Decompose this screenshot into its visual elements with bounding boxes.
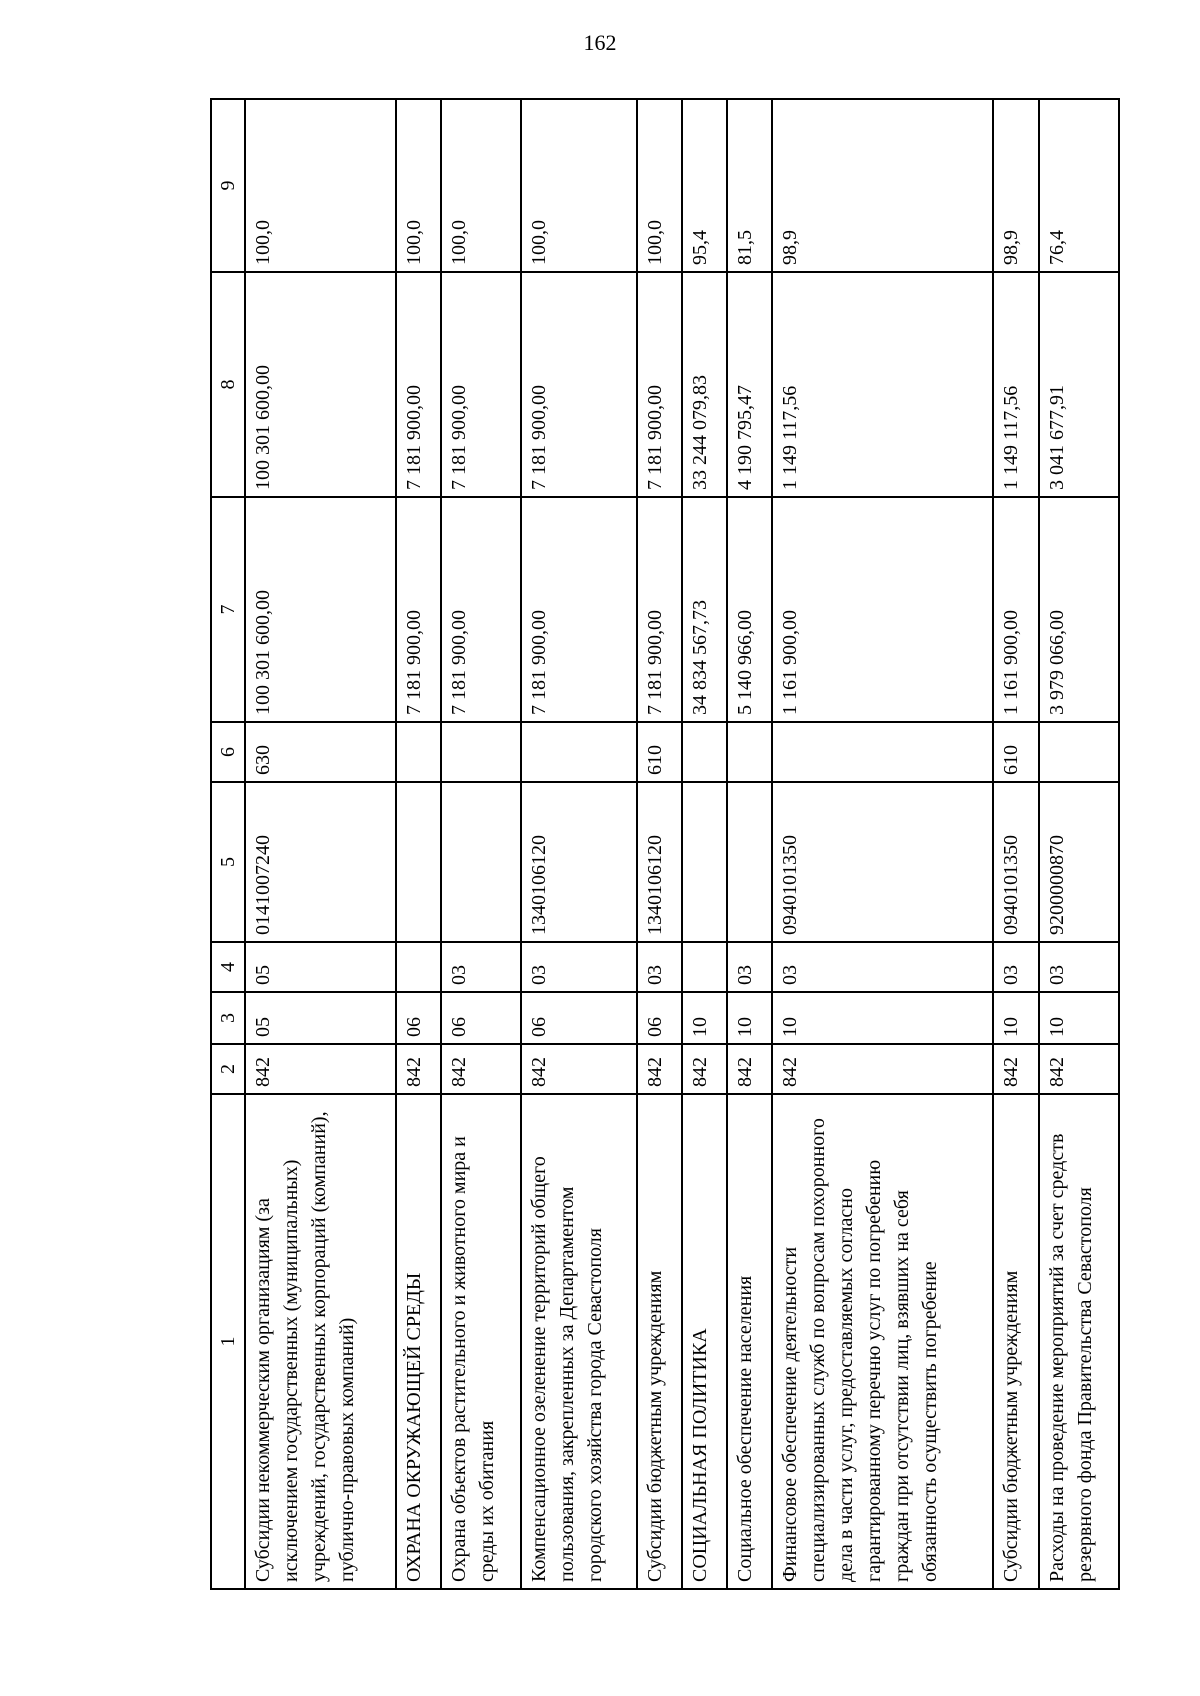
table-cell: 81,5 bbox=[727, 99, 772, 272]
table-cell: Компенсационное озеленение территорий общего пользования, закрепленных за Департаментом городского хозяйства города Севастополя bbox=[521, 1094, 637, 1589]
table-cell: Социальное обеспечение населения bbox=[727, 1094, 772, 1589]
table-cell: 1 161 900,00 bbox=[772, 497, 993, 722]
table-cell: 3 041 677,91 bbox=[1039, 272, 1119, 497]
table-cell: 06 bbox=[396, 992, 441, 1044]
column-header: 7 bbox=[211, 497, 245, 722]
table-cell: 05 bbox=[245, 942, 396, 992]
table-cell: 4 190 795,47 bbox=[727, 272, 772, 497]
table-cell: 100,0 bbox=[441, 99, 521, 272]
table-cell: 95,4 bbox=[682, 99, 727, 272]
table-cell: 1 161 900,00 bbox=[993, 497, 1038, 722]
table-cell bbox=[682, 782, 727, 942]
table-cell: 842 bbox=[727, 1044, 772, 1094]
table-cell bbox=[396, 942, 441, 992]
table-cell: 100 301 600,00 bbox=[245, 497, 396, 722]
table-row bbox=[441, 99, 521, 1589]
table-cell bbox=[727, 782, 772, 942]
table-cell: 1 149 117,56 bbox=[993, 272, 1038, 497]
table-cell: 06 bbox=[637, 992, 682, 1044]
table-cell: 10 bbox=[993, 992, 1038, 1044]
table-row bbox=[521, 99, 637, 1589]
table-cell: 10 bbox=[682, 992, 727, 1044]
table-row bbox=[993, 99, 1038, 1589]
table-cell: 842 bbox=[521, 1044, 637, 1094]
table-cell: 03 bbox=[521, 942, 637, 992]
column-header: 6 bbox=[211, 722, 245, 782]
table-cell: 9200000870 bbox=[1039, 782, 1119, 942]
table-row bbox=[772, 99, 993, 1589]
table-cell: 0940101350 bbox=[772, 782, 993, 942]
table-cell: 10 bbox=[727, 992, 772, 1044]
rotated-table-wrapper bbox=[210, 100, 1120, 1590]
column-header: 1 bbox=[211, 1094, 245, 1589]
table-cell: Финансовое обеспечение деятельности специализированных служб по вопросам похоронного дела в части услуг, предоставляемых согласно гарантированному перечню услуг по погребению граждан при отсутствии лиц, взявших на себя обязанность осуществить погребение bbox=[772, 1094, 993, 1589]
table-cell bbox=[441, 722, 521, 782]
table-cell: Субсидии бюджетным учреждениям bbox=[993, 1094, 1038, 1589]
table-cell: 03 bbox=[637, 942, 682, 992]
table-cell: 7 181 900,00 bbox=[441, 497, 521, 722]
table-cell: 10 bbox=[772, 992, 993, 1044]
page-number: 162 bbox=[583, 30, 617, 55]
table-cell: 03 bbox=[1039, 942, 1119, 992]
table-cell: Субсидии бюджетным учреждениям bbox=[637, 1094, 682, 1589]
table-row bbox=[682, 99, 727, 1589]
table-cell: 98,9 bbox=[772, 99, 993, 272]
table-row bbox=[396, 99, 441, 1589]
table-cell: 1340106120 bbox=[637, 782, 682, 942]
table-cell: ОХРАНА ОКРУЖАЮЩЕЙ СРЕДЫ bbox=[396, 1094, 441, 1589]
column-header: 4 bbox=[211, 942, 245, 992]
table-cell: 7 181 900,00 bbox=[521, 497, 637, 722]
table-cell: 842 bbox=[772, 1044, 993, 1094]
table-cell: 842 bbox=[993, 1044, 1038, 1094]
table-cell: 610 bbox=[993, 722, 1038, 782]
table-row bbox=[727, 99, 772, 1589]
table-cell: 100,0 bbox=[396, 99, 441, 272]
table-cell: 842 bbox=[637, 1044, 682, 1094]
table-cell: 03 bbox=[993, 942, 1038, 992]
table-cell: 03 bbox=[727, 942, 772, 992]
table-cell: 10 bbox=[1039, 992, 1119, 1044]
table-cell: Охрана объектов растительного и животного мира и среды их обитания bbox=[441, 1094, 521, 1589]
table-cell: Субсидии некоммерческим организациям (за исключением государственных (муниципальных) учреждений, государственных корпораций (компаний), публично-правовых компаний) bbox=[245, 1094, 396, 1589]
table-cell: 06 bbox=[441, 992, 521, 1044]
table-cell: 0940101350 bbox=[993, 782, 1038, 942]
table-cell bbox=[772, 722, 993, 782]
column-header: 9 bbox=[211, 99, 245, 272]
table-cell: 842 bbox=[245, 1044, 396, 1094]
column-header: 2 bbox=[211, 1044, 245, 1094]
table-cell bbox=[1039, 722, 1119, 782]
table-cell: 100,0 bbox=[245, 99, 396, 272]
table-row bbox=[245, 99, 396, 1589]
table-cell: 7 181 900,00 bbox=[441, 272, 521, 497]
column-header: 5 bbox=[211, 782, 245, 942]
column-header: 3 bbox=[211, 992, 245, 1044]
table-cell: 34 834 567,73 bbox=[682, 497, 727, 722]
table-cell bbox=[682, 942, 727, 992]
table-cell: 610 bbox=[637, 722, 682, 782]
table-cell: 100 301 600,00 bbox=[245, 272, 396, 497]
table-cell: 5 140 966,00 bbox=[727, 497, 772, 722]
table-cell: 842 bbox=[682, 1044, 727, 1094]
budget-table bbox=[210, 98, 1120, 1590]
table-cell: 03 bbox=[772, 942, 993, 992]
table-cell: Расходы на проведение мероприятий за счет средств резервного фонда Правительства Севастополя bbox=[1039, 1094, 1119, 1589]
table-cell: СОЦИАЛЬНАЯ ПОЛИТИКА bbox=[682, 1094, 727, 1589]
table-cell: 842 bbox=[441, 1044, 521, 1094]
table-row bbox=[1039, 99, 1119, 1589]
table-cell: 842 bbox=[1039, 1044, 1119, 1094]
table-cell: 7 181 900,00 bbox=[396, 272, 441, 497]
table-cell: 7 181 900,00 bbox=[396, 497, 441, 722]
header-row bbox=[211, 99, 245, 1589]
table-cell bbox=[396, 782, 441, 942]
table-cell: 842 bbox=[396, 1044, 441, 1094]
column-header: 8 bbox=[211, 272, 245, 497]
table-cell: 1340106120 bbox=[521, 782, 637, 942]
table-cell: 76,4 bbox=[1039, 99, 1119, 272]
table-cell: 0141007240 bbox=[245, 782, 396, 942]
table-cell: 1 149 117,56 bbox=[772, 272, 993, 497]
table-row bbox=[637, 99, 682, 1589]
table-cell: 05 bbox=[245, 992, 396, 1044]
table-cell: 03 bbox=[441, 942, 521, 992]
table-cell: 7 181 900,00 bbox=[637, 497, 682, 722]
table-cell: 33 244 079,83 bbox=[682, 272, 727, 497]
table-cell bbox=[727, 722, 772, 782]
table-cell: 98,9 bbox=[993, 99, 1038, 272]
table-cell bbox=[682, 722, 727, 782]
table-cell: 100,0 bbox=[637, 99, 682, 272]
table-cell: 100,0 bbox=[521, 99, 637, 272]
table-body bbox=[245, 99, 1119, 1589]
table-cell: 7 181 900,00 bbox=[521, 272, 637, 497]
table-cell bbox=[441, 782, 521, 942]
table-cell: 3 979 066,00 bbox=[1039, 497, 1119, 722]
table-cell: 7 181 900,00 bbox=[637, 272, 682, 497]
table-cell: 630 bbox=[245, 722, 396, 782]
table-cell: 06 bbox=[521, 992, 637, 1044]
table-cell bbox=[396, 722, 441, 782]
table-cell bbox=[521, 722, 637, 782]
